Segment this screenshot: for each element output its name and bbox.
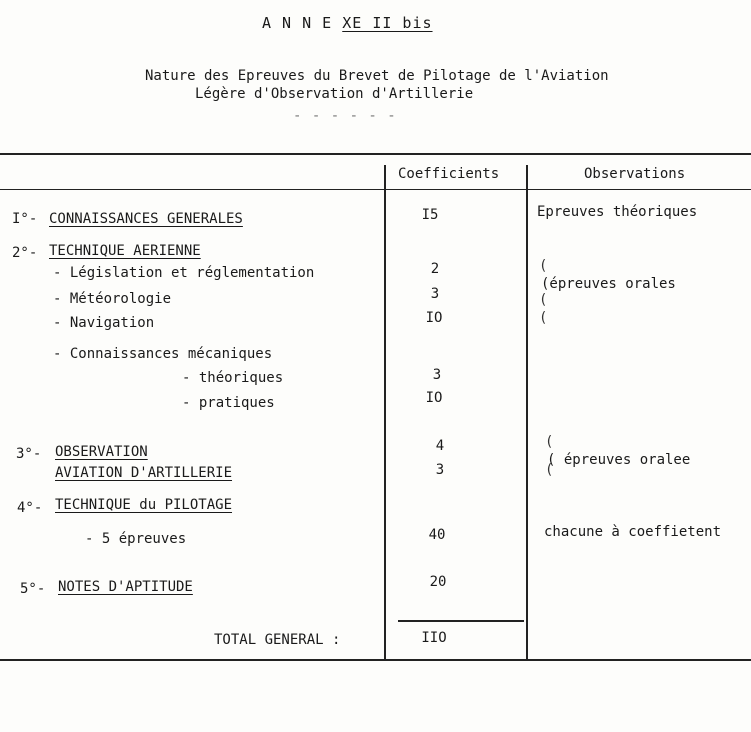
table-top-rule xyxy=(0,153,751,155)
header-coefficients: Coefficients xyxy=(398,166,500,182)
subtitle-line-2: Légère d'Observation d'Artillerie xyxy=(195,86,474,102)
section-2-item-pratiques-coefficient: IO xyxy=(425,390,443,406)
section-2-item-navigation: - Navigation xyxy=(53,315,155,331)
section-2-item-pratiques: - pratiques xyxy=(182,395,275,411)
paren-brace-4: ( xyxy=(545,434,554,450)
section-1-observation: Epreuves théoriques xyxy=(537,204,698,220)
section-2-observation: (épreuves orales xyxy=(541,276,676,292)
paren-brace-1: ( xyxy=(539,258,548,274)
header-observations: Observations xyxy=(584,166,686,182)
title-underlined: XE II bis xyxy=(342,14,433,32)
total-value: IIO xyxy=(421,630,447,646)
section-2-item-legislation: - Législation et réglementation xyxy=(53,265,315,281)
subtitle-line-1: Nature des Epreuves du Brevet de Pilotage de l'Aviation xyxy=(145,68,609,84)
separator: - - - - - - xyxy=(293,108,397,124)
section-2-number: 2°- xyxy=(12,245,38,261)
column-divider-left xyxy=(384,165,386,660)
section-2-label: TECHNIQUE AERIENNE xyxy=(49,243,201,259)
section-2-item-meteorologie: - Météorologie xyxy=(53,291,172,307)
paren-brace-3: ( xyxy=(539,310,548,326)
header-bottom-rule xyxy=(0,189,751,190)
section-2-item-meteorologie-coefficient: 3 xyxy=(430,286,440,302)
section-4-label: TECHNIQUE du PILOTAGE xyxy=(55,497,233,513)
section-5-number: 5°- xyxy=(20,581,46,597)
section-3-coefficient-2: 3 xyxy=(435,462,445,478)
section-3-observation: ( épreuves oralee xyxy=(547,452,691,468)
section-4-item-epreuves: - 5 épreuves xyxy=(85,531,187,547)
title-prefix: A N N E xyxy=(262,14,343,32)
paren-brace-5: ( xyxy=(545,462,554,478)
section-4-coefficient: 40 xyxy=(428,527,446,543)
section-2-item-legislation-coefficient: 2 xyxy=(430,261,440,277)
section-1-label: CONNAISSANCES GENERALES xyxy=(49,211,243,227)
document-title xyxy=(262,14,433,32)
section-3-number: 3°- xyxy=(16,446,42,462)
section-5-label: NOTES D'APTITUDE xyxy=(58,579,193,595)
section-2-item-mecaniques: - Connaissances mécaniques xyxy=(53,346,273,362)
section-1-coefficient: I5 xyxy=(421,207,439,223)
section-3-coefficient: 4 xyxy=(435,438,445,454)
paren-brace-2: ( xyxy=(539,292,548,308)
section-4-number: 4°- xyxy=(17,500,43,516)
section-5-coefficient: 20 xyxy=(429,574,447,590)
section-3-label-2: AVIATION D'ARTILLERIE xyxy=(55,465,233,481)
section-2-item-theoriques: - théoriques xyxy=(182,370,284,386)
column-divider-right xyxy=(526,165,528,660)
total-label: TOTAL GENERAL : xyxy=(214,632,341,648)
total-top-rule xyxy=(398,620,524,622)
table-bottom-rule xyxy=(0,659,751,661)
section-1-number: I°- xyxy=(12,211,38,227)
section-2-item-theoriques-coefficient: 3 xyxy=(432,367,442,383)
section-3-label: OBSERVATION xyxy=(55,444,148,460)
section-2-item-navigation-coefficient: IO xyxy=(425,310,443,326)
section-4-observation: chacune à coeffietent xyxy=(544,524,722,540)
